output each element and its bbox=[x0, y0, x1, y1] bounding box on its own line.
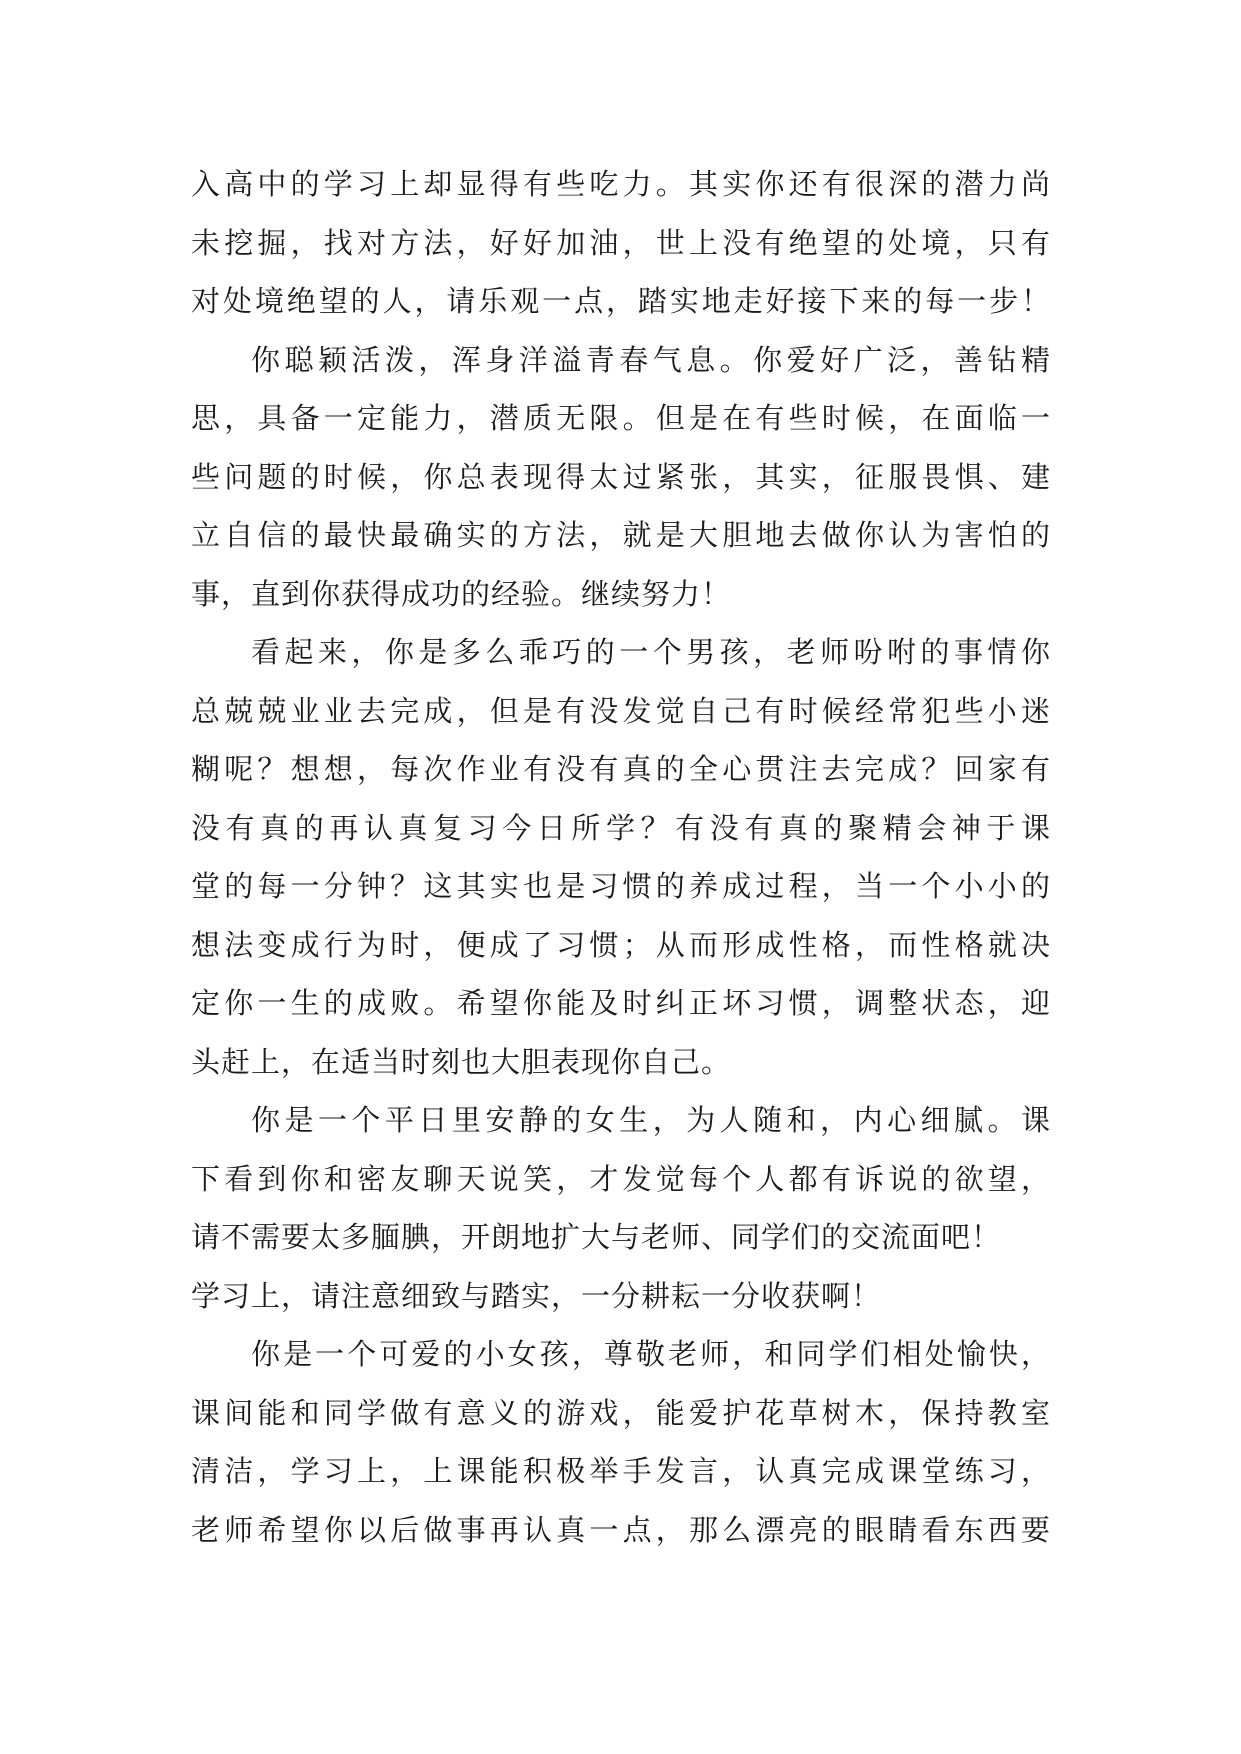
text-line: 你是一个可爱的小女孩，尊敬老师，和同学们相处愉快， bbox=[251, 1337, 1051, 1371]
text-line: 下看到你和密友聊天说笑，才发觉每个人都有诉说的欲望， bbox=[191, 1161, 1051, 1196]
text-line: 清洁，学习上，上课能积极举手发言，认真完成课堂练习， bbox=[191, 1454, 1051, 1488]
text-line: 些问题的时候，你总表现得太过紧张，其实，征服畏惧、建 bbox=[191, 459, 1051, 494]
text-line: 老师希望你以后做事再认真一点，那么漂亮的眼睛看东西要 bbox=[191, 1512, 1051, 1547]
text-line: 糊呢？想想，每次作业有没有真的全心贯注去完成？回家有 bbox=[191, 752, 1051, 786]
text-line: 看起来，你是多么乖巧的一个男孩，老师吩咐的事情你 bbox=[251, 635, 1051, 669]
text-line: 课间能和同学做有意义的游戏，能爱护花草树木，保持教室 bbox=[191, 1395, 1051, 1430]
text-line: 思，具备一定能力，潜质无限。但是在有些时候，在面临一 bbox=[191, 401, 1051, 435]
text-line: 头赶上，在适当时刻也大胆表现你自己。 bbox=[191, 1044, 732, 1079]
text-line: 你聪颖活泼，浑身洋溢青春气息。你爱好广泛，善钻精 bbox=[251, 342, 1051, 377]
body-text bbox=[191, 155, 1051, 1559]
text-line: 学习上，请注意细致与踏实，一分耕耘一分收获啊！ bbox=[191, 1278, 882, 1313]
text-line: 事，直到你获得成功的经验。继续努力！ bbox=[191, 576, 732, 611]
text-line: 入高中的学习上却显得有些吃力。其实你还有很深的潜力尚 bbox=[191, 167, 1051, 201]
text-line: 没有真的再认真复习今日所学？有没有真的聚精会神于课 bbox=[191, 810, 1051, 845]
text-line: 堂的每一分钟？这其实也是习惯的养成过程，当一个小小的 bbox=[191, 869, 1051, 903]
text-line: 请不需要太多腼腆，开朗地扩大与老师、同学们的交流面吧！ bbox=[191, 1220, 1002, 1254]
text-line: 定你一生的成败。希望你能及时纠正坏习惯，调整状态，迎 bbox=[191, 986, 1051, 1020]
text-line: 立自信的最快最确实的方法，就是大胆地去做你认为害怕的 bbox=[191, 518, 1051, 552]
text-line: 未挖掘，找对方法，好好加油，世上没有绝望的处境，只有 bbox=[191, 225, 1051, 260]
text-line: 你是一个平日里安静的女生，为人随和，内心细腻。课 bbox=[251, 1103, 1051, 1137]
text-line: 想法变成行为时，便成了习惯；从而形成性格，而性格就决 bbox=[191, 927, 1051, 962]
text-line: 对处境绝望的人，请乐观一点，踏实地走好接下来的每一步！ bbox=[191, 284, 1051, 318]
text-line: 总兢兢业业去完成，但是有没发觉自己有时候经常犯些小迷 bbox=[191, 693, 1051, 728]
